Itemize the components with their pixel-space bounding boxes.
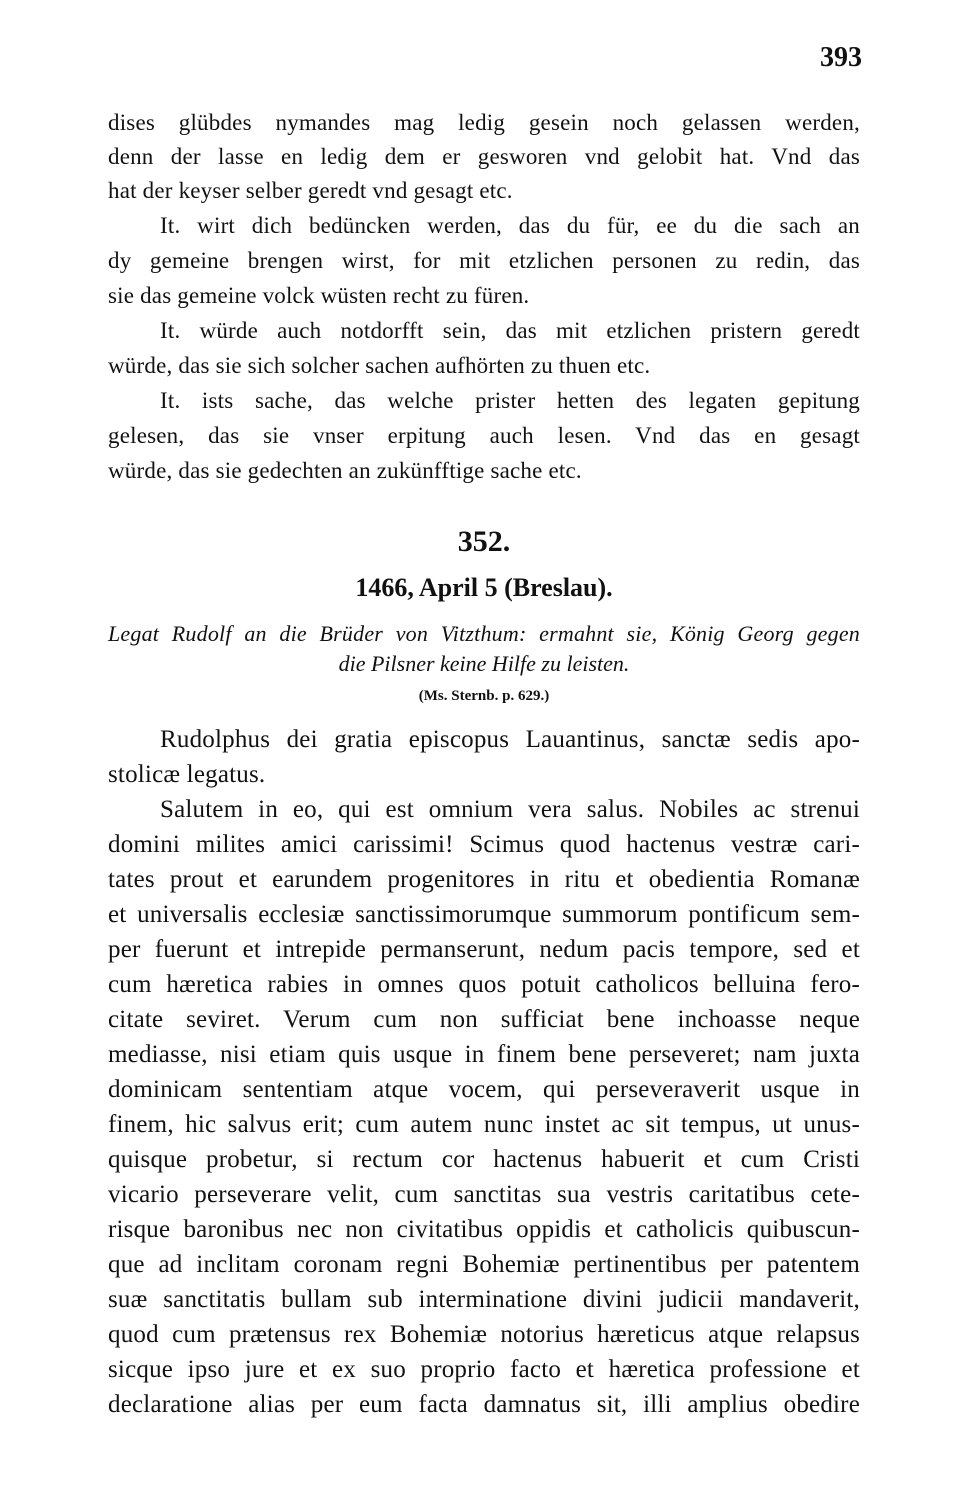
text-line: domini milites amici carissimi! Scimus quod hactenus vestræ cari-: [108, 831, 860, 858]
text-line: per fuerunt et intrepide permanserunt, nedum pacis tempore, sed et: [108, 936, 860, 963]
source-reference: (Ms. Sternb. p. 629.): [418, 688, 550, 704]
text-line: vicario perseverare velit, cum sanctitas sua vestris caritatibus cete-: [108, 1181, 860, 1208]
text-line: dises glübdes nymandes mag ledig gesein noch gelassen werden,: [108, 110, 860, 135]
text-line: sie das gemeine volck wüsten recht zu füren.: [108, 283, 530, 308]
text-line: que ad inclitam coronam regni Bohemiæ pertinentibus per patentem: [108, 1251, 860, 1278]
text-line: declaratione alias per eum facta damnatus sit, illi amplius obedire: [108, 1391, 860, 1418]
text-line: Rudolphus dei gratia episcopus Lauantinus, sanctæ sedis apo-: [160, 726, 860, 753]
text-line: würde, das sie sich solcher sachen aufhörten zu thuen etc.: [108, 353, 651, 378]
text-line: dominicam sententiam atque vocem, qui perseveraverit usque in: [108, 1076, 860, 1103]
text-line: It. ists sache, das welche prister hetten des legaten gepitung: [160, 388, 860, 413]
text-line: risque baronibus nec non civitatibus oppidis et catholicis quibuscun-: [108, 1216, 860, 1243]
document-number: 352.: [457, 525, 511, 558]
page-number: 393: [820, 42, 862, 73]
text-line: gelesen, das sie vnser erpitung auch lesen. Vnd das en gesagt: [108, 423, 860, 448]
text-line: quod cum prætensus rex Bohemiæ notorius hæreticus atque relapsus: [108, 1321, 860, 1348]
document-date: 1466, April 5 (Breslau).: [355, 573, 613, 602]
text-line: tates prout et earundem progenitores in ritu et obedientia Romanæ: [108, 866, 860, 893]
text-line: stolicæ legatus.: [108, 761, 266, 788]
regest-line: Legat Rudolf an die Brüder von Vitzthum: ermahnt sie, König Georg gegen: [108, 621, 860, 646]
text-line: It. würde auch notdorfft sein, das mit etzlichen pristern geredt: [160, 318, 860, 343]
text-line: citate seviret. Verum cum non sufficiat bene inchoasse neque: [108, 1006, 860, 1033]
text-line: suæ sanctitatis bullam sub interminatione divini judicii mandaverit,: [108, 1286, 860, 1313]
text-line: finem, hic salvus erit; cum autem nunc instet ac sit tempus, ut unus-: [108, 1111, 860, 1138]
text-line: et universalis ecclesiæ sanctissimorumque summorum pontificum sem-: [108, 901, 860, 928]
text-line: Salutem in eo, qui est omnium vera salus. Nobiles ac strenui: [160, 796, 860, 823]
text-line: würde, das sie gedechten an zukünfftige sache etc.: [108, 458, 582, 483]
text-line: mediasse, nisi etiam quis usque in finem bene perseveret; nam juxta: [108, 1041, 860, 1068]
text-line: dy gemeine brengen wirst, for mit etzlichen personen zu redin, das: [108, 248, 860, 273]
text-line: hat der keyser selber geredt vnd gesagt etc.: [108, 178, 513, 203]
text-line: quisque probetur, si rectum cor hactenus habuerit et cum Cristi: [108, 1146, 860, 1173]
regest-line: die Pilsner keine Hilfe zu leisten.: [338, 651, 630, 676]
text-line: It. wirt dich bedüncken werden, das du für, ee du die sach an: [160, 213, 860, 238]
text-line: cum hæretica rabies in omnes quos potuit catholicos belluina fero-: [108, 971, 860, 998]
text-line: denn der lasse en ledig dem er gesworen vnd gelobit hat. Vnd das: [108, 144, 860, 169]
text-line: sicque ipso jure et ex suo proprio facto et hæretica professione et: [108, 1356, 860, 1383]
